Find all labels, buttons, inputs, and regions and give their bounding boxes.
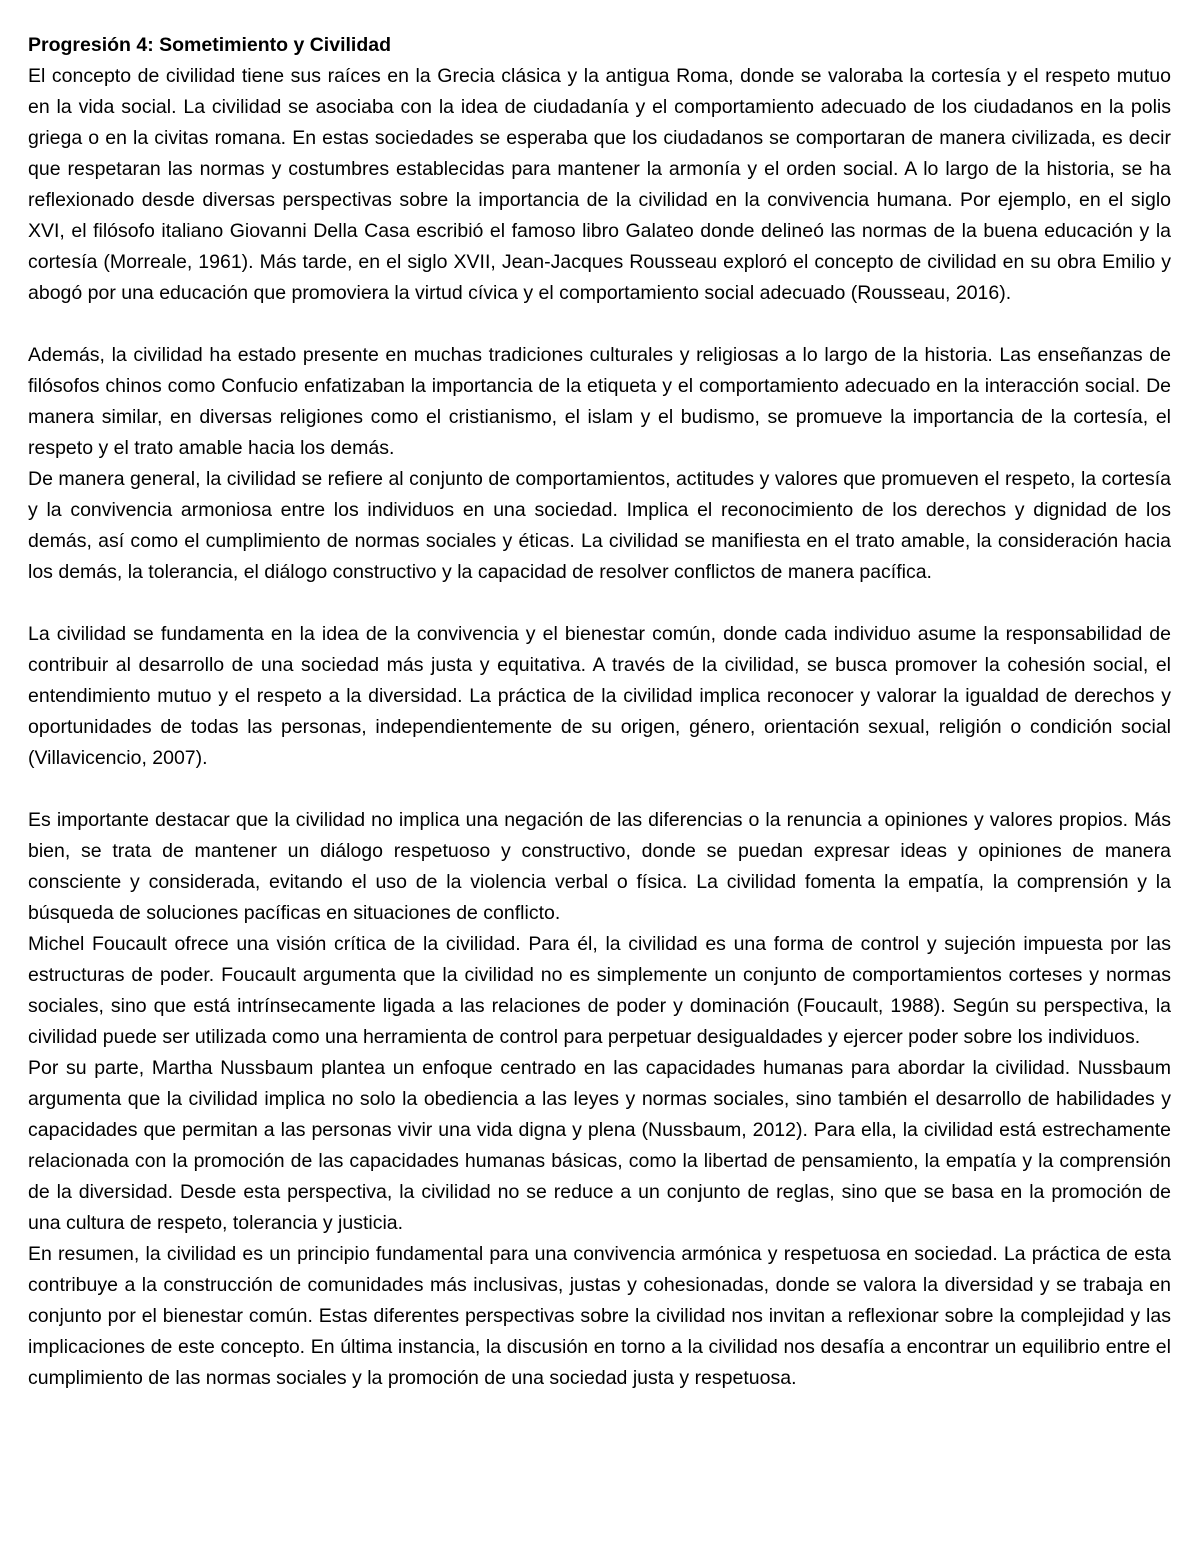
paragraph-8: En resumen, la civilidad es un principio fundamental para una convivencia armónica y respetuosa en sociedad. La práctica de esta contribuye a la construcción de comunidades más inclusivas, justas y cohesionadas, donde se valora la diversidad y se trabaja en conjunto por el bienestar común. Estas diferentes perspectivas sobre la civilidad nos invitan a reflexionar sobre la complejidad y las implicaciones de este concepto. En última instancia, la discusión en torno a la civilidad nos desafía a encontrar un equilibrio entre el cumplimiento de las normas sociales y la promoción de una sociedad justa y respetuosa.: [28, 1243, 1171, 1389]
paragraph-4: La civilidad se fundamenta en la idea de la convivencia y el bienestar común, donde cada individuo asume la responsabilidad de contribuir al desarrollo de una sociedad más justa y equitativa. A través de la civilidad, se busca promover la cohesión social, el entendimiento mutuo y el respeto a la diversidad. La práctica de la civilidad implica reconocer y valorar la igualdad de derechos y oportunidades de todas las personas, independientemente de su origen, género, orientación sexual, religión o condición social (Villavicencio, 2007).: [28, 623, 1171, 769]
paragraph-5: Es importante destacar que la civilidad no implica una negación de las diferencias o la renuncia a opiniones y valores propios. Más bien, se trata de mantener un diálogo respetuoso y constructivo, donde se puedan expresar ideas y opiniones de manera consciente y considerada, evitando el uso de la violencia verbal o física. La civilidad fomenta la empatía, la comprensión y la búsqueda de soluciones pacíficas en situaciones de conflicto.: [28, 809, 1171, 924]
paragraph-6: Michel Foucault ofrece una visión crítica de la civilidad. Para él, la civilidad es una forma de control y sujeción impuesta por las estructuras de poder. Foucault argumenta que la civilidad no es simplemente un conjunto de comportamientos corteses y normas sociales, sino que está intrínsecamente ligada a las relaciones de poder y dominación (Foucault, 1988). Según su perspectiva, la civilidad puede ser utilizada como una herramienta de control para perpetuar desigualdades y ejercer poder sobre los individuos.: [28, 933, 1171, 1048]
document-title: Progresión 4: Sometimiento y Civilidad: [28, 34, 391, 56]
paragraph-7: Por su parte, Martha Nussbaum plantea un enfoque centrado en las capacidades humanas para abordar la civilidad. Nussbaum argumenta que la civilidad implica no solo la obediencia a las leyes y normas sociales, sino también el desarrollo de habilidades y capacidades que permitan a las personas vivir una vida digna y plena (Nussbaum, 2012). Para ella, la civilidad está estrechamente relacionada con la promoción de las capacidades humanas básicas, como la libertad de pensamiento, la empatía y la comprensión de la diversidad. Desde esta perspectiva, la civilidad no se reduce a un conjunto de reglas, sino que se basa en la promoción de una cultura de respeto, tolerancia y justicia.: [28, 1057, 1171, 1234]
paragraph-2: Además, la civilidad ha estado presente en muchas tradiciones culturales y religiosas a lo largo de la historia. Las enseñanzas de filósofos chinos como Confucio enfatizaban la importancia de la etiqueta y el comportamiento adecuado en la interacción social. De manera similar, en diversas religiones como el cristianismo, el islam y el budismo, se promueve la importancia de la cortesía, el respeto y el trato amable hacia los demás.: [28, 344, 1171, 459]
paragraph-1: El concepto de civilidad tiene sus raíces en la Grecia clásica y la antigua Roma, donde se valoraba la cortesía y el respeto mutuo en la vida social. La civilidad se asociaba con la idea de ciudadanía y el comportamiento adecuado de los ciudadanos en la polis griega o en la civitas romana. En estas sociedades se esperaba que los ciudadanos se comportaran de manera civilizada, es decir que respetaran las normas y costumbres establecidas para mantener la armonía y el orden social. A lo largo de la historia, se ha reflexionado desde diversas perspectivas sobre la importancia de la civilidad en la convivencia humana. Por ejemplo, en el siglo XVI, el filósofo italiano Giovanni Della Casa escribió el famoso libro Galateo donde delineó las normas de la buena educación y la cortesía (Morreale, 1961). Más tarde, en el siglo XVII, Jean-Jacques Rousseau exploró el concepto de civilidad en su obra Emilio y abogó por una educación que promoviera la virtud cívica y el comportamiento social adecuado (Rousseau, 2016).: [28, 65, 1171, 304]
paragraph-3: De manera general, la civilidad se refiere al conjunto de comportamientos, actitudes y valores que promueven el respeto, la cortesía y la convivencia armoniosa entre los individuos en una sociedad. Implica el reconocimiento de los derechos y dignidad de los demás, así como el cumplimiento de normas sociales y éticas. La civilidad se manifiesta en el trato amable, la consideración hacia los demás, la tolerancia, el diálogo constructivo y la capacidad de resolver conflictos de manera pacífica.: [28, 468, 1171, 583]
document-page: [28, 30, 1171, 1394]
